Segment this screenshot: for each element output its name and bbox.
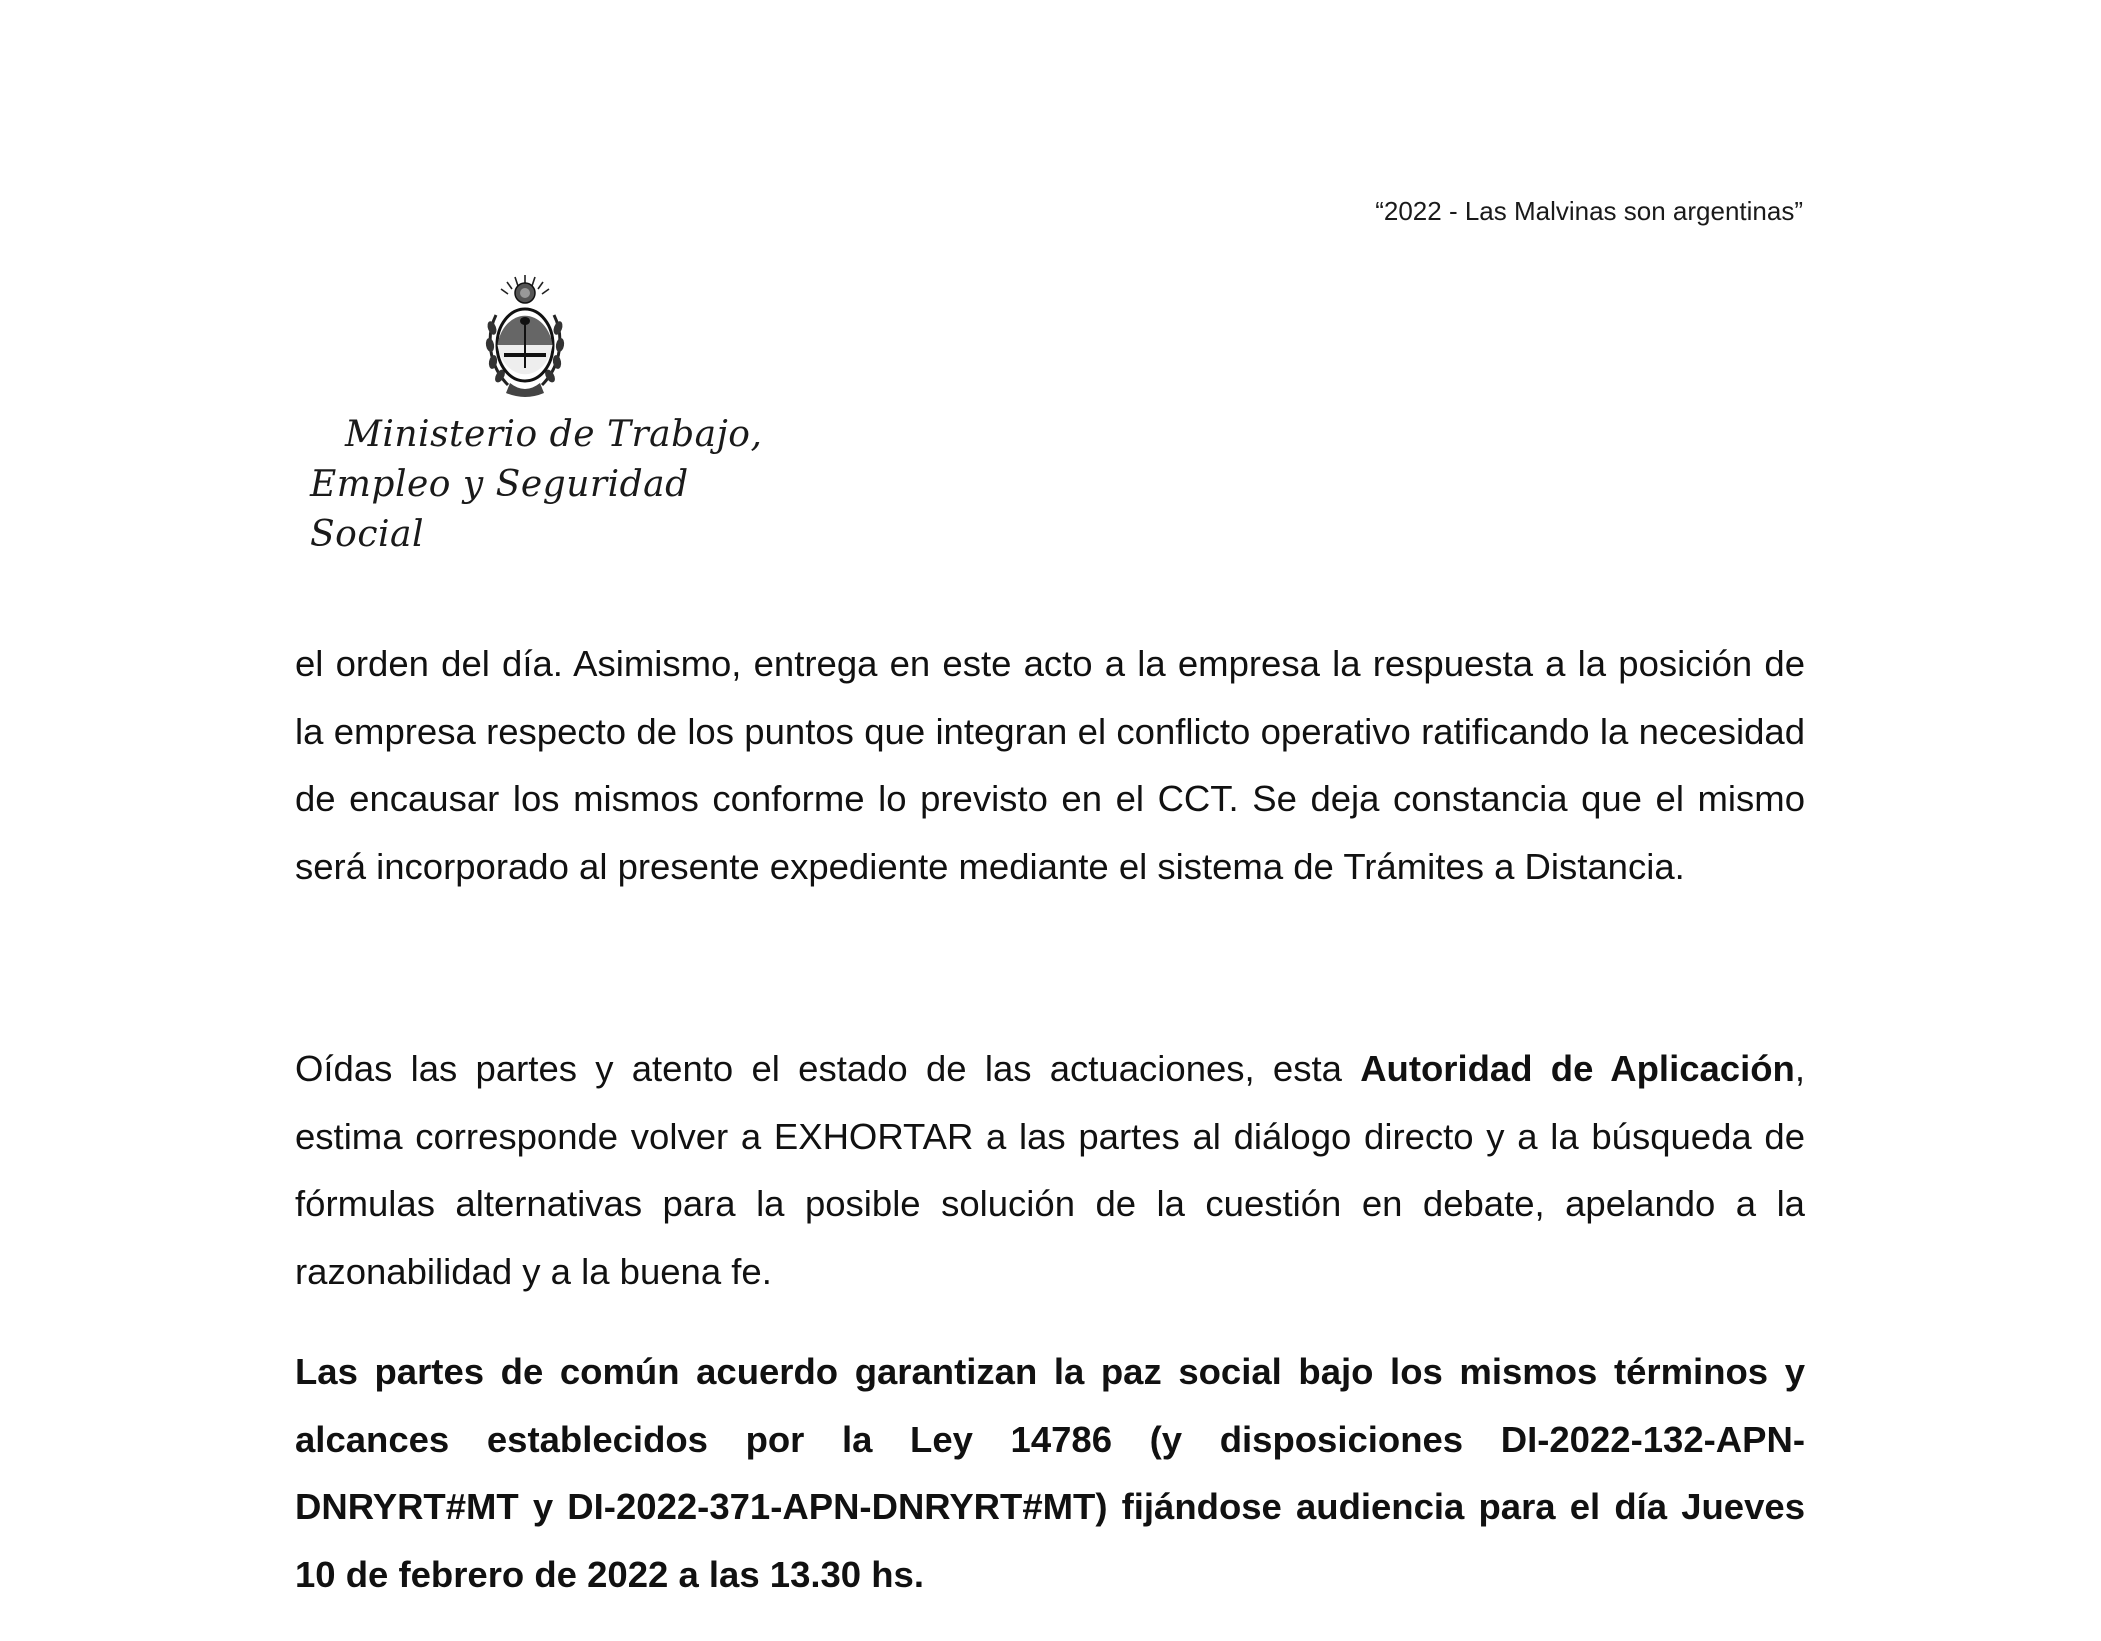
ministry-name-line2: Empleo y Seguridad Social (310, 464, 689, 555)
paragraph-2-text-start: Oídas las partes y atento el estado de las actuaciones, esta (295, 1048, 1361, 1089)
authority-bold-text: Autoridad de Aplicación (1360, 1048, 1795, 1089)
paragraph-2-text-end: , estima corresponde volver a EXHORTAR a las partes al diálogo directo y a la búsqueda de fórmulas alternativas para la posible solución de la cuestión en debate, apelando a la razonabilidad y a la buena fe. (295, 1048, 1805, 1292)
ministry-name-line1: Ministerio de Trabajo, (345, 414, 763, 455)
paragraph-2 (295, 1035, 1805, 1305)
ministry-name (310, 410, 770, 560)
paragraph-1 (295, 630, 1805, 900)
paragraph-3 (295, 1338, 1805, 1608)
paragraph-1-text: el orden del día. Asimismo, entrega en este acto a la empresa la respuesta a la posición de la empresa respecto de los puntos que integran el conflicto operativo ratificando la necesidad de encausar los mismos conforme lo previsto en el CCT. Se deja constancia que el mismo será incorporado al presente expediente mediante el sistema de Trámites a Distancia. (295, 643, 1805, 887)
paragraph-3-text: Las partes de común acuerdo garantizan la paz social bajo los mismos términos y alcances establecidos por la Ley 14786 (y disposiciones DI-2022-132-APN-DNRYRT#MT y DI-2022-371-APN-DNRYRT#MT) fijándose audiencia para el día Jueves 10 de febrero de 2022 a las 13.30 hs. (295, 1351, 1805, 1595)
header-motto: “2022 - Las Malvinas son argentinas” (1375, 196, 1803, 226)
coat-of-arms-of-argentina-icon (482, 273, 568, 401)
